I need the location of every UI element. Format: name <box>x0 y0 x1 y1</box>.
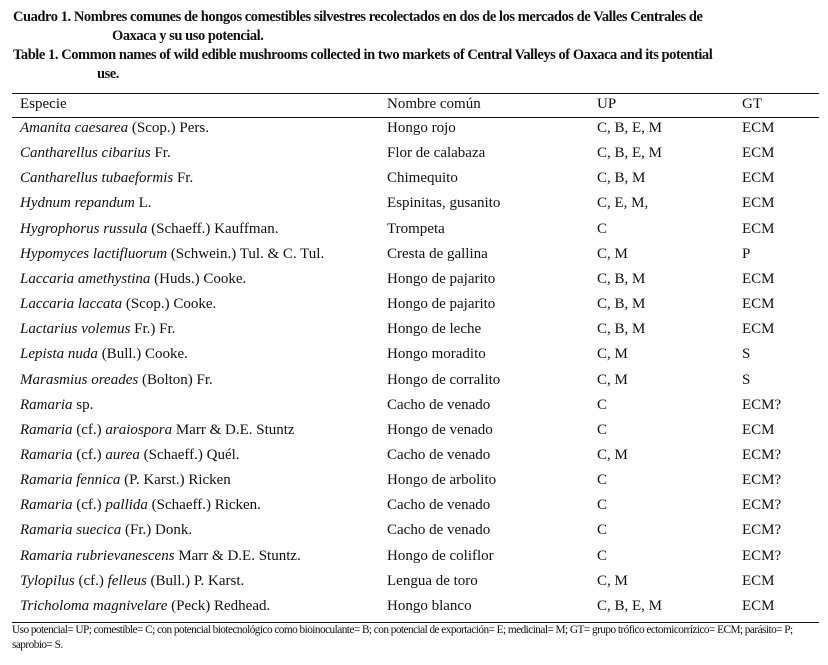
species-cell <box>20 292 216 317</box>
species-authority: Marr & D.E. Stuntz <box>172 421 295 438</box>
species-cell <box>20 443 240 468</box>
gt-cell: P <box>742 245 751 262</box>
table-row <box>0 342 828 367</box>
gt-cell: ECM? <box>742 522 782 539</box>
table-row <box>0 217 828 242</box>
species-authority: (Schaeff.) Quél. <box>139 446 240 463</box>
up-cell: C <box>597 396 608 413</box>
table-row <box>0 116 828 141</box>
common-name-cell: Hongo rojo <box>387 120 456 136</box>
table-row <box>0 594 828 619</box>
species-name-italic: Cantharellus cibarius <box>20 145 151 162</box>
species-authority: (Schaeff.) Kauffman. <box>147 220 279 237</box>
species-authority: Marr & D.E. Stuntz. <box>174 547 301 564</box>
species-cell <box>20 468 231 493</box>
up-cell: C, M <box>597 245 628 262</box>
species-authority: (Fr.) Donk. <box>121 522 193 539</box>
table-row <box>0 393 828 418</box>
species-name-italic: Ramaria <box>20 446 73 463</box>
species-name-italic: Ramaria <box>20 421 73 438</box>
header-up: UP <box>597 96 617 112</box>
up-cell: C <box>597 472 608 489</box>
gt-cell: ECM <box>742 195 775 212</box>
species-authority: (cf.) <box>72 497 106 514</box>
caption-spanish: Cuadro 1. Nombres comunes de hongos comestibles silvestres recolectados en dos de los mercados de Valles Centrales de <box>13 9 703 25</box>
table-row <box>0 569 828 594</box>
up-cell: C <box>597 220 608 237</box>
species-authority: (Huds.) Cooke. <box>150 270 247 287</box>
common-name-cell: Hongo blanco <box>387 597 472 614</box>
up-cell: C, B, M <box>597 296 646 313</box>
species-name-italic: Lactarius volemus <box>20 321 131 338</box>
species-authority: (Scop.) Pers. <box>128 120 209 136</box>
species-authority: sp. <box>72 396 94 413</box>
species-name-italic: Ramaria <box>20 497 73 514</box>
up-cell: C <box>597 497 608 514</box>
table-row <box>0 141 828 166</box>
table-row <box>0 544 828 569</box>
species-cell <box>20 569 244 594</box>
caption-english: Table 1. Common names of wild edible mushrooms collected in two markets of Central Valleys of Oaxaca and its potential <box>13 47 713 63</box>
common-name-cell: Hongo de pajarito <box>387 296 496 313</box>
table-row <box>0 493 828 518</box>
species-authority: (cf.) <box>74 572 108 589</box>
species-cell <box>20 267 246 292</box>
caption-spanish-continued: Oaxaca y su uso potencial. <box>112 28 264 44</box>
species-name-italic: Laccaria laccata <box>20 296 123 313</box>
common-name-cell: Lengua de toro <box>387 572 478 589</box>
species-name-italic: felleus <box>107 572 147 589</box>
table-row <box>0 368 828 393</box>
table-header-row <box>0 92 828 117</box>
gt-cell: ECM <box>742 572 775 589</box>
gt-cell: ECM <box>742 421 775 438</box>
table-row <box>0 267 828 292</box>
species-authority: (Schwein.) Tul. & C. Tul. <box>167 245 325 262</box>
table-row <box>0 418 828 443</box>
table-row <box>0 317 828 342</box>
species-authority: Fr. <box>173 170 194 187</box>
species-cell <box>20 368 213 393</box>
species-cell <box>20 116 209 141</box>
up-cell: C <box>597 421 608 438</box>
common-name-cell: Trompeta <box>387 220 445 237</box>
common-name-cell: Chimequito <box>387 170 458 187</box>
gt-cell: ECM? <box>742 472 782 489</box>
gt-cell: ECM <box>742 321 775 338</box>
species-authority: (Bull.) Cooke. <box>97 346 188 363</box>
species-authority: L. <box>134 195 152 212</box>
species-authority: (cf.) <box>72 421 106 438</box>
species-cell <box>20 418 295 443</box>
species-cell <box>20 141 171 166</box>
species-cell <box>20 544 301 569</box>
gt-cell: ECM <box>742 170 775 187</box>
up-cell: C, B, E, M <box>597 120 663 136</box>
up-cell: C, B, M <box>597 170 646 187</box>
species-name-italic: Amanita caesarea <box>20 120 129 136</box>
species-authority: (Peck) Redhead. <box>167 597 271 614</box>
common-name-cell: Cresta de gallina <box>387 245 488 262</box>
species-name-italic: Ramaria rubrievanescens <box>20 547 175 564</box>
species-name-italic: Hypomyces lactifluorum <box>20 245 168 262</box>
species-authority: (Bull.) P. Karst. <box>146 572 245 589</box>
species-cell <box>20 317 175 342</box>
species-name-italic: Ramaria <box>20 396 73 413</box>
species-name-italic: Hydnum repandum <box>20 195 135 212</box>
species-authority: (Schaeff.) Ricken. <box>147 497 261 514</box>
common-name-cell: Flor de calabaza <box>387 145 486 162</box>
species-authority: (cf.) <box>72 446 106 463</box>
common-name-cell: Hongo de leche <box>387 321 482 338</box>
species-name-italic: pallida <box>105 497 148 514</box>
common-name-cell: Cacho de venado <box>387 497 491 514</box>
species-cell <box>20 242 324 267</box>
species-name-italic: Laccaria amethystina <box>20 270 151 287</box>
common-name-cell: Cacho de venado <box>387 396 491 413</box>
species-authority: Fr.) Fr. <box>130 321 176 338</box>
species-cell <box>20 493 261 518</box>
common-name-cell: Espinitas, gusanito <box>387 195 501 212</box>
common-name-cell: Hongo de venado <box>387 421 493 438</box>
common-name-cell: Hongo de arbolito <box>387 472 497 489</box>
gt-cell: ECM? <box>742 497 782 514</box>
gt-cell: S <box>742 371 751 388</box>
up-cell: C, B, E, M <box>597 597 663 614</box>
species-name-italic: Tylopilus <box>20 572 75 589</box>
header-nombre-comun: Nombre común <box>387 96 481 112</box>
table-row <box>0 191 828 216</box>
table-row <box>0 292 828 317</box>
table-row <box>0 242 828 267</box>
species-cell <box>20 191 152 216</box>
common-name-cell: Hongo de coliflor <box>387 547 494 564</box>
table-row <box>0 468 828 493</box>
up-cell: C, M <box>597 572 628 589</box>
up-cell: C, M <box>597 371 628 388</box>
species-name-italic: Lepista nuda <box>20 346 98 363</box>
gt-cell: ECM <box>742 145 775 162</box>
gt-cell: S <box>742 346 751 363</box>
species-authority: (Scop.) Cooke. <box>122 296 217 313</box>
common-name-cell: Cacho de venado <box>387 522 491 539</box>
common-name-cell: Hongo de pajarito <box>387 270 496 287</box>
species-name-italic: aurea <box>105 446 140 463</box>
table-row <box>0 166 828 191</box>
up-cell: C, M <box>597 446 628 463</box>
common-name-cell: Cacho de venado <box>387 446 491 463</box>
species-authority: Fr. <box>150 145 171 162</box>
species-cell <box>20 166 193 191</box>
table-row <box>0 518 828 543</box>
gt-cell: ECM? <box>742 396 782 413</box>
up-cell: C <box>597 547 608 564</box>
up-cell: C, B, M <box>597 321 646 338</box>
gt-cell: ECM <box>742 296 775 313</box>
common-name-cell: Hongo de corralito <box>387 371 501 388</box>
species-cell <box>20 594 270 619</box>
species-name-italic: Ramaria fennica <box>20 472 121 489</box>
header-especie: Especie <box>20 96 67 112</box>
gt-cell: ECM <box>742 220 775 237</box>
table-row <box>0 443 828 468</box>
caption-english-continued: use. <box>97 66 119 82</box>
up-cell: C, B, M <box>597 270 646 287</box>
up-cell: C <box>597 522 608 539</box>
species-name-italic: Ramaria suecica <box>20 522 122 539</box>
species-name-italic: Cantharellus tubaeformis <box>20 170 174 187</box>
up-cell: C, E, M, <box>597 195 649 212</box>
species-cell <box>20 217 278 242</box>
species-authority: (Bolton) Fr. <box>138 371 213 388</box>
gt-cell: ECM <box>742 270 775 287</box>
species-cell <box>20 393 93 418</box>
species-name-italic: Tricholoma magnivelare <box>20 597 168 614</box>
table-footnote: Uso potencial= UP; comestible= C; con potencial biotecnológico como bioinoculante= B; con potencial de exportación= E; medicinal= M; GT= grupo trófico ectomicorrízico= ECM; parásito= P; saprobio= S. <box>12 624 793 651</box>
up-cell: C, M <box>597 346 628 363</box>
species-name-italic: Hygrophorus russula <box>20 220 148 237</box>
common-name-cell: Hongo moradito <box>387 346 486 363</box>
species-name-italic: araiospora <box>105 421 173 438</box>
gt-cell: ECM <box>742 597 775 614</box>
header-gt: GT <box>742 96 762 112</box>
species-name-italic: Marasmius oreades <box>20 371 139 388</box>
gt-cell: ECM? <box>742 547 782 564</box>
gt-cell: ECM? <box>742 446 782 463</box>
species-cell <box>20 342 188 367</box>
up-cell: C, B, E, M <box>597 145 663 162</box>
gt-cell: ECM <box>742 120 775 136</box>
species-cell <box>20 518 192 543</box>
species-authority: (P. Karst.) Ricken <box>120 472 231 489</box>
